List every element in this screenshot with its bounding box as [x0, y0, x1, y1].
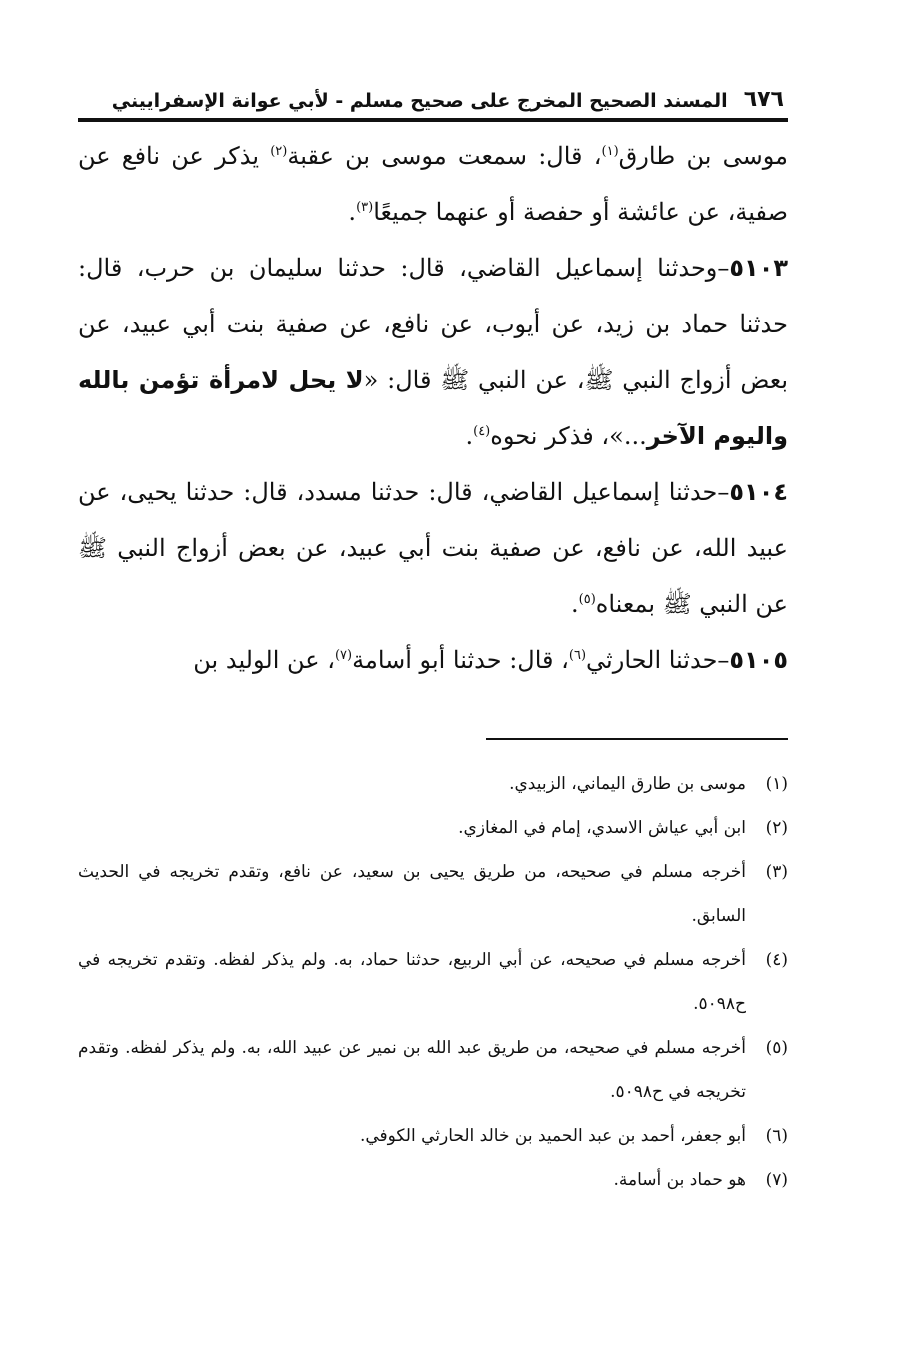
footnote	[78, 762, 788, 806]
text-span: –وحدثنا إسماعيل القاضي، قال: حدثنا سليمان بن حرب، قال: حدثنا حماد بن زيد، عن أيوب، عن نافع، عن صفية بنت أبي عبيد، عن بعض أزواج النبي ﷺ، عن النبي ﷺ قال: «	[78, 254, 788, 394]
text-span: .	[348, 198, 357, 226]
footnote-text: موسى بن طارق اليماني، الزبيدي.	[509, 774, 746, 794]
footnote-marker-1: (١)	[601, 144, 619, 159]
footnote-number: (٧)	[765, 1170, 788, 1190]
paragraph-continuation	[78, 128, 788, 240]
footnote	[78, 1114, 788, 1158]
footnote-marker-3: (٣)	[356, 200, 374, 215]
footnote-text: أبو جعفر، أحمد بن عبد الحميد بن خالد الحارثي الكوفي.	[359, 1126, 746, 1146]
footnote-text: أخرجه مسلم في صحيحه، من طريق عبد الله بن نمير عن عبيد الله، به. ولم يذكر لفظه. وتقدم تخريجه في ح٥٠٩٨.	[78, 1038, 746, 1102]
hadith-number: ٥١٠٣	[729, 254, 788, 282]
footnote-text: هو حماد بن أسامة.	[613, 1170, 746, 1190]
footnote	[78, 1158, 788, 1202]
text-span: ، عن الوليد بن	[193, 646, 335, 674]
page-number: ٦٧٦	[743, 87, 784, 112]
text-span: موسى بن طارق	[618, 142, 789, 170]
footnote-number: (٥)	[765, 1038, 788, 1058]
footnote	[78, 850, 788, 938]
footnote-number: (١)	[765, 774, 788, 794]
footnote	[78, 1026, 788, 1114]
footnote-number: (٢)	[765, 818, 788, 838]
text-span: –حدثنا الحارثي	[586, 646, 730, 674]
text-span: ...»، فذكر نحوه	[490, 422, 647, 450]
book-page	[78, 78, 788, 1202]
footnote-marker-5: (٥)	[578, 592, 596, 607]
footnote-text: ابن أبي عياش الاسدي، إمام في المغازي.	[458, 818, 746, 838]
main-text	[78, 128, 788, 688]
text-span: ، قال: سمعت موسى بن عقبة	[287, 142, 602, 170]
footnote-marker-7: (٧)	[334, 648, 353, 663]
book-title: المسند الصحيح المخرج على صحيح مسلم - لأبي عوانة الإسفراييني	[111, 90, 728, 112]
footnote-marker-2: (٢)	[270, 144, 288, 159]
footnote-marker-4: (٤)	[473, 424, 491, 439]
footnotes	[78, 762, 788, 1202]
footnote	[78, 938, 788, 1026]
hadith-5104	[78, 464, 788, 632]
running-header	[78, 78, 788, 122]
hadith-5103	[78, 240, 788, 464]
footnote-number: (٦)	[765, 1126, 788, 1146]
text-span: .	[465, 422, 474, 450]
hadith-5105	[78, 632, 788, 688]
footnote-text: أخرجه مسلم في صحيحه، من طريق يحيى بن سعيد، عن نافع، وتقدم تخريجه في الحديث السابق.	[78, 862, 746, 926]
footnote-number: (٣)	[765, 862, 788, 882]
footnote-marker-6: (٦)	[568, 648, 587, 663]
text-span: يذكر عن نافع عن صفية، عن عائشة أو حفصة أو عنهما جميعًا	[78, 142, 788, 226]
footnote	[78, 806, 788, 850]
text-span: .	[571, 590, 579, 618]
hadith-matn: لا يحل لامرأة تؤمن بالله واليوم الآخر	[78, 366, 788, 450]
hadith-number: ٥١٠٥	[729, 646, 788, 674]
text-span: ، قال: حدثنا أبو أسامة	[352, 646, 569, 674]
footnote-number: (٤)	[765, 950, 788, 970]
hadith-number: ٥١٠٤	[729, 478, 788, 506]
text-span: –حدثنا إسماعيل القاضي، قال: حدثنا مسدد، قال: حدثنا يحيى، عن عبيد الله، عن نافع، عن صفية بنت أبي عبيد، عن بعض أزواج النبي ﷺ عن النبي ﷺ بمعناه	[78, 478, 788, 618]
footnote-text: أخرجه مسلم في صحيحه، عن أبي الربيع، حدثنا حماد، به. ولم يذكر لفظه. وتقدم تخريجه في ح٥٠٩٨.	[78, 950, 746, 1014]
footnote-separator	[486, 738, 788, 740]
